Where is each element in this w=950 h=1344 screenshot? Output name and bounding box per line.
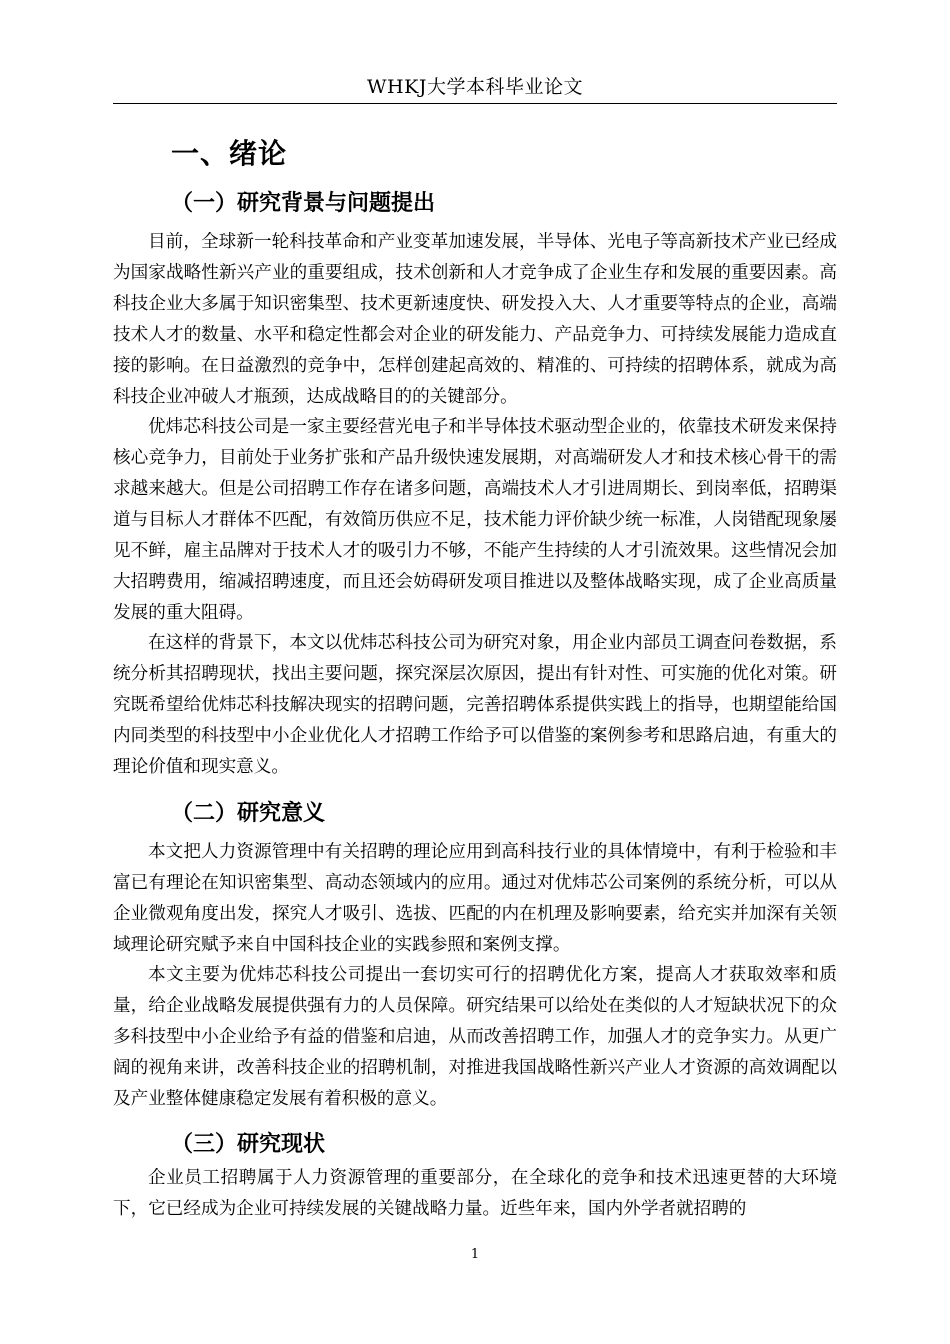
paragraph-background-2: 优炜芯科技公司是一家主要经营光电子和半导体技术驱动型企业的，依靠技术研发来保持核心竞争力，目前处于业务扩张和产品升级快速发展期，对高端研发人才和技术核心骨干的需求越来越大。但是公司招聘工作存在诸多问题，高端技术人才引进周期长、到岗率低，招聘渠道与目标人才群体不匹配，有效简历供应不足，技术能力评价缺少统一标准，人岗错配现象屡见不鲜，雇主品牌对于技术人才的吸引力不够，不能产生持续的人才引流效果。这些情况会加大招聘费用，缩减招聘速度，而且还会妨碍研发项目推进以及整体战略实现，成了企业高质量发展的重大阻碍。	[113, 417, 837, 623]
page-number: 1	[470, 1247, 480, 1262]
paragraph-significance-1: 本文把人力资源管理中有关招聘的理论应用到高科技行业的具体情境中，有利于检验和丰富已有理论在知识密集型、高动态领域内的应用。通过对优炜芯公司案例的系统分析，可以从企业微观角度出发，探究人才吸引、选拔、匹配的内在机理及影响要素，给充实并加深有关领域理论研究赋予来自中国科技企业的实践参照和案例支撑。	[113, 842, 837, 955]
section-title-background: （一）研究背景与问题提出	[171, 191, 436, 216]
paragraph-background-3: 在这样的背景下，本文以优炜芯科技公司为研究对象，用企业内部员工调查问卷数据，系统分析其招聘现状，找出主要问题，探究深层次原因，提出有针对性、可实施的优化对策。研究既希望给优炜芯科技解决现实的招聘问题，完善招聘体系提供实践上的指导，也期望能给国内同类型的科技型中小企业优化人才招聘工作给予可以借鉴的案例参考和思路启迪，有重大的理论价值和现实意义。	[113, 633, 837, 777]
paragraph-status-1: 企业员工招聘属于人力资源管理的重要部分，在全球化的竞争和技术迅速更替的大环境下，它已经成为企业可持续发展的关键战略力量。近些年来，国内外学者就招聘的	[113, 1168, 837, 1219]
paragraph-significance-2: 本文主要为优炜芯科技公司提出一套切实可行的招聘优化方案，提高人才获取效率和质量，给企业战略发展提供强有力的人员保障。研究结果可以给处在类似的人才短缺状况下的众多科技型中小企业给予有益的借鉴和启迪，从而改善招聘工作，加强人才的竞争实力。从更广阔的视角来讲，改善科技企业的招聘机制，对推进我国战略性新兴产业人才资源的高效调配以及产业整体健康稳定发展有着积极的意义。	[113, 965, 837, 1109]
paragraph-background-1: 目前，全球新一轮科技革命和产业变革加速发展，半导体、光电子等高新技术产业已经成为国家战略性新兴产业的重要组成，技术创新和人才竞争成了企业生存和发展的重要因素。高科技企业大多属于知识密集型、技术更新速度快、研发投入大、人才重要等特点的企业，高端技术人才的数量、水平和稳定性都会对企业的研发能力、产品竞争力、可持续发展能力造成直接的影响。在日益激烈的竞争中，怎样创建起高效的、精准的、可持续的招聘体系，就成为高科技企业冲破人才瓶颈，达成战略目的的关键部分。	[113, 232, 837, 407]
header-title: WHKJ大学本科毕业论文	[367, 76, 583, 98]
section-title-status: （三）研究现状	[171, 1132, 326, 1157]
section-title-significance: （二）研究意义	[171, 801, 326, 826]
header-rule	[113, 103, 837, 104]
chapter-title: 一、绪论	[171, 137, 288, 170]
